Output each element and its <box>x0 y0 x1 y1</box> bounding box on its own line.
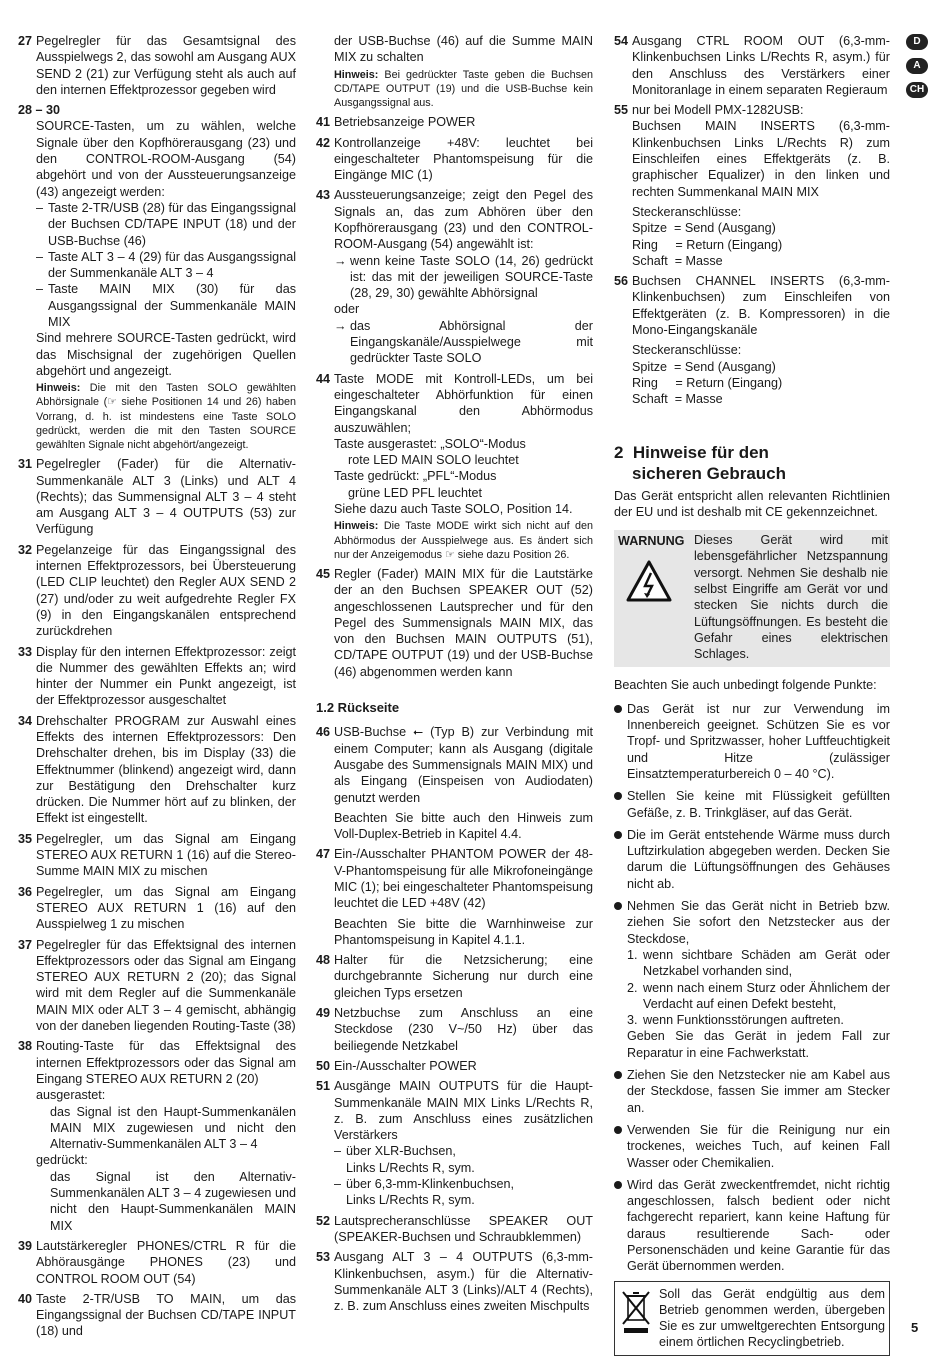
state-label: gedrückt: <box>36 1153 88 1168</box>
item-text: Kontrollanzeige +48V: leuchtet bei eingeschalteter Phantomspeisung für die Eingänge MIC (1) <box>334 135 593 183</box>
hinweis-note <box>36 381 296 452</box>
item-text: Sind mehrere SOURCE-Tasten gedrückt, wird das Mischsignal der zugehörigen Quellen abgehört und angezeigt. <box>36 331 296 378</box>
list-item: – Taste MAIN MIX (30) für das Ausgangssignal der Summenkanäle MAIN MIX <box>36 281 296 330</box>
hinweis-note <box>334 68 593 111</box>
item-text: Regler (Fader) MAIN MIX für die Lautstärke der an den Buchsen SPEAKER OUT (52) angeschlossenen Lautsprecher und für den Pegel des Summensignals MAIN MIX, das von den Buchsen MAIN OUTPUTS (51), CD/TAPE OUTPUT (19) und der USB-Buchse (46) abgenommen werden kann <box>334 566 593 679</box>
item-50 <box>316 1058 593 1074</box>
hinweis-label: Hinweis: <box>334 68 379 81</box>
item-text: Ausgang ALT 3 – 4 OUTPUTS (6,3-mm-Klinkenbuchsen, asym.) für die Alternativ-Summenkanäle ALT 3 (Links)/ALT 4 (Rechts), z. B. zum Anschluss eines zweiten Mischpults <box>334 1250 593 1314</box>
crossed-bin-icon <box>621 1290 651 1340</box>
item-51 <box>316 1078 593 1208</box>
item-39 <box>18 1238 296 1287</box>
item-text: Pegelanzeige für das Eingangssignal des internen Effektprozessors, bei Übersteuerung (LED CLIP leuchtet) den Regler AUX SEND 2 (27) und/oder zu weit aufgedrehte Regler FX (9) in den Eingangskanälen entsprechend zurückdrehen <box>36 542 296 639</box>
item-44 <box>316 371 593 562</box>
item-number: 55 <box>614 103 629 118</box>
item-53 <box>316 1249 593 1314</box>
item-number: 49 <box>316 1006 331 1021</box>
item-number: 42 <box>316 135 331 150</box>
item-number: 33 <box>18 644 33 659</box>
item-number: 54 <box>614 34 629 48</box>
item-text: Siehe dazu auch Taste SOLO, Position 14. <box>334 502 573 517</box>
item-text: Ausgänge MAIN OUTPUTS für die Haupt-Summenkanäle MAIN MIX Links L/Rechts R, z. B. zum Anschluss eines zusätzlichen Verstärkers <box>334 1079 593 1143</box>
item-text: Beachten Sie bitte die Warnhinweise zur Phantomspeisung in Kapitel 4.1.1. <box>334 916 593 947</box>
list-item: → wenn keine Taste SOLO (14, 26) gedrückt ist: das mit der jeweiligen SOURCE-Taste (28, 29, 30) gewählte Abhörsignal <box>334 253 593 302</box>
item-number: 39 <box>18 1238 33 1253</box>
item-40-continued <box>316 33 593 110</box>
item-text: Buchsen CHANNEL INSERTS (6,3-mm-Klinkenbuchsen) zum Einschleifen von Effektgeräten (z. B. Kompressoren) in die Mono-Eingangskanäle <box>632 274 890 338</box>
item-number: 34 <box>18 713 33 728</box>
item-54 <box>614 33 890 98</box>
item-number: 38 <box>18 1039 33 1054</box>
connector-line: Schaft = Masse <box>632 253 723 268</box>
item-27 <box>18 33 296 98</box>
safety-bullet: Das Gerät ist nur zur Verwendung im Innenbereich geeignet. Schützen Sie es vor Tropf- und Spritzwasser, hoher Luftfeuchtigkeit und Hitze (zulässiger Einsatztemperaturbereich 0 – 40 °C). <box>614 701 890 782</box>
item-28-30 <box>18 102 296 452</box>
item-text: der USB-Buchse (46) auf die Summe MAIN MIX zu schalten <box>334 34 593 65</box>
item-number: 41 <box>316 115 331 130</box>
hinweis-label: Hinweis: <box>334 520 379 533</box>
item-number: 27 <box>18 34 33 48</box>
item-36 <box>18 884 296 933</box>
list-item <box>334 1143 593 1176</box>
connector-line: Ring = Return (Eingang) <box>632 237 783 252</box>
item-32 <box>18 542 296 640</box>
item-number: 51 <box>316 1079 331 1094</box>
item-number: 28 – 30 <box>18 103 61 118</box>
hinweis-note <box>334 519 593 562</box>
item-number: 32 <box>18 542 33 557</box>
item-number: 35 <box>18 831 33 846</box>
item-41 <box>316 114 593 130</box>
intro-text: Beachten Sie auch unbedingt folgende Punkte: <box>614 677 877 692</box>
item-number: 52 <box>316 1213 331 1228</box>
item-42 <box>316 135 593 184</box>
section-title-line: sicheren Gebrauch <box>632 463 787 483</box>
item-35 <box>18 831 296 880</box>
section-title-line: 2 Hinweise für den <box>614 442 769 462</box>
item-text: Lautstärkeregler PHONES/CTRL R für die Abhörausgänge PHONES (23) und CONTROL ROOM OUT (54) <box>36 1238 296 1286</box>
list-item: → das Abhörsignal der Eingangskanäle/Ausspielwege mit gedrückter Taste SOLO <box>334 318 593 367</box>
column-2 <box>316 33 593 1318</box>
connector-line: Schaft = Masse <box>632 392 723 407</box>
numbered-item-text: wenn nach einem Sturz oder Ähnlichem der Verdacht auf einen Defekt besteht, <box>643 980 890 1011</box>
item-38 <box>18 1038 296 1234</box>
item-49 <box>316 1005 593 1054</box>
high-voltage-icon <box>626 560 672 606</box>
item-52 <box>316 1213 593 1246</box>
warning-label: WARNUNG <box>618 534 685 549</box>
item-text: Taste MODE mit Kontroll-LEDs, um bei eingeschalteter Abhörfunktion für einen Eingangskanal den Abhörmodus auszuwählen; <box>334 371 593 435</box>
list-item-text: über 6,3-mm-Klinkenbuchsen, <box>346 1177 514 1192</box>
safety-bullet: Ziehen Sie den Netzstecker nie am Kabel aus der Steckdose, fassen Sie immer am Stecker an. <box>614 1067 890 1116</box>
lang-tab-d: D <box>906 34 928 50</box>
item-number: 31 <box>18 457 33 472</box>
item-45 <box>316 566 593 680</box>
item-text: Routing-Taste für das Effektsignal des internen Effektprozessors oder das Signal am Eingang STEREO AUX RETURN 2 (20) <box>36 1039 296 1086</box>
item-text: Pegelregler für das Effektsignal des internen Effektprozessors oder das Signal am Eingang STEREO AUX RETURN 2 (20); das Signal wird mit dem Regler auf die Summenkanäle MAIN MIX oder ALT 3 – 4 gemischt, abhängig von der daneben liegenden Routing-Taste (38) <box>36 937 296 1034</box>
item-number: 47 <box>316 847 331 862</box>
item-number: 40 <box>18 1291 33 1306</box>
item-48 <box>316 952 593 1001</box>
item-number: 43 <box>316 188 331 203</box>
item-text: Aussteuerungsanzeige; zeigt den Pegel des Signals an, das zum Abhören über den Kopfhörerausgang (23) und den CONTROL-ROOM-Ausgang (54) angewählt ist: <box>334 188 593 252</box>
numbered-item-text: wenn sichtbare Schäden am Gerät oder Netzkabel vorhanden sind, <box>643 947 890 979</box>
connector-line: Ring = Return (Eingang) <box>632 375 783 390</box>
item-text: Ausgang CTRL ROOM OUT (6,3-mm-Klinkenbuchsen Links L/Rechts R, asym.) für den Anschluss des Verstärkers einer Monitoranlage in einem separaten Regieraum <box>632 34 890 97</box>
item-number: 46 <box>316 725 331 740</box>
item-text: nur bei Modell PMX-1282USB: <box>632 103 804 118</box>
item-text: Ein-/Ausschalter POWER <box>334 1058 477 1073</box>
item-47 <box>316 846 593 948</box>
state-label: ausgerastet: <box>36 1088 106 1103</box>
item-43 <box>316 187 593 366</box>
item-number: 45 <box>316 566 331 581</box>
lang-tab-ch: CH <box>906 82 928 98</box>
hinweis-text: Die Taste MODE wirkt sich nicht auf den Abhörmodus der Ausspielwege aus. Es ändert sich nur der Anzeigemodus ☞ siehe dazu Position 26. <box>334 520 594 561</box>
item-text: Pegelregler (Fader) für die Alternativ-Summenkanäle ALT 3 (Links) und ALT 4 (Rechts); das Summensignal ALT 3 – 4 steht am Ausgang ALT 3 – 4 OUTPUTS (53) zur Verfügung <box>36 457 296 537</box>
item-text: Ein-/Ausschalter PHANTOM POWER der 48-V-Phantomspeisung für alle Mikrofoneingänge MIC (1); bei eingeschalteter Phantomspeisung leuchtet die LED +48V (42) <box>334 847 594 911</box>
connector-heading: Steckeranschlüsse: <box>632 343 742 358</box>
warning-text: Dieses Gerät wird mit lebensgefährlicher Netzspannung versorgt. Nehmen Sie deshalb nie selbst Eingriffe am Gerät vor und stecken Sie nichts durch die Lüftungsöffnungen. Es besteht die Gefahr eines elektrischen Schlages. <box>694 533 888 662</box>
item-46 <box>316 724 593 842</box>
numbered-item: 2. wenn nach einem Sturz oder Ähnlichem der Verdacht auf einen Defekt besteht, <box>627 980 890 1011</box>
item-number: 37 <box>18 937 33 952</box>
recycling-text: Soll das Gerät endgültig aus dem Betrieb genommen werden, übergeben Sie es zur umweltgerechten Entsorgung einem örtlichen Recyclingbetrieb. <box>659 1286 885 1350</box>
item-33 <box>18 644 296 709</box>
item-text: Taste 2-TR/USB TO MAIN, um das Eingangssignal der Buchsen CD/TAPE INPUT (18) und <box>36 1291 296 1339</box>
hinweis-text: Die mit den Tasten SOLO gewählten Abhörsignale (☞ siehe Positionen 14 und 26) haben Vorrang, d. h. ist mindestens eine Taste SOLO gedrückt, werden die mit den Tasten SOURCE gewählten Signale nicht abgehört/angezeigt. <box>36 382 296 452</box>
item-text: Drehschalter PROGRAM zur Auswahl eines Effekts des internen Effektprozessors: Den Drehschalter drehen, bis im Display (33) die Effektnummer (blinkend) angezeigt wird, dann zur Bestätigung den Drehschalter kurz drücken. Die Nummer hört auf zu blinken, der Effekt ist eingestellt. <box>36 713 296 826</box>
item-34 <box>18 713 296 827</box>
item-31 <box>18 456 296 537</box>
safety-bullet: Verwenden Sie für die Reinigung nur ein trockenes, weiches Tuch, auf keinen Fall Wasser oder Chemikalien. <box>614 1122 890 1171</box>
item-37 <box>18 937 296 1035</box>
item-40 <box>18 1291 296 1340</box>
list-item: – Taste ALT 3 – 4 (29) für das Ausgangssignal der Summenkanäle ALT 3 – 4 <box>36 249 296 282</box>
numbered-item: 1. wenn sichtbare Schäden am Gerät oder Netzkabel vorhanden sind, <box>627 947 890 979</box>
list-item: – Taste 2-TR/USB (28) für das Eingangssignal der Buchsen CD/TAPE INPUT (18) und der USB-Buchse (46) <box>36 200 296 249</box>
safety-bullet: Stellen Sie keine mit Flüssigkeit gefüllten Gefäße, z. B. Trinkgläser, auf das Gerät. <box>614 788 890 821</box>
list-item-text: Links L/Rechts R, sym. <box>346 1160 475 1175</box>
connector-line: Spitze = Send (Ausgang) <box>632 359 776 374</box>
item-text: Pegelregler für das Gesamtsignal des Ausspielwegs 2, das sowohl am Ausgang AUX SEND 2 (21) zur Verfügung steht als auch auf den internen Effektprozessor gegeben wird <box>36 34 296 97</box>
connector-line: Spitze = Send (Ausgang) <box>632 221 776 236</box>
item-number: 48 <box>316 953 331 968</box>
item-56 <box>614 273 890 407</box>
connector-heading: Steckeranschlüsse: <box>632 204 742 219</box>
mode-text: grüne LED PFL leuchtet <box>348 485 482 500</box>
item-text: Lautsprecheranschlüsse SPEAKER OUT (SPEAKER-Buchsen und Schraubklemmen) <box>334 1213 593 1244</box>
item-text: Netzbuchse zum Anschluss an eine Steckdose (230 V~/50 Hz) über das beiliegende Netzkabel <box>334 1006 593 1053</box>
safety-bullet: Die im Gerät entstehende Wärme muss durch Luftzirkulation abgegeben werden. Decken Sie darum die Lüftungsöffnungen des Gehäuses nicht ab. <box>614 827 890 892</box>
numbered-item: 3. wenn Funktionsstörungen auftreten. <box>627 1013 844 1028</box>
item-number: 36 <box>18 884 33 899</box>
bullet-text: Geben Sie das Gerät in jedem Fall zur Reparatur in eine Fachwerkstatt. <box>627 1029 890 1060</box>
safety-bullet: Wird das Gerät zweckentfremdet, nicht richtig angeschlossen, falsch bedient oder nicht fachgerecht repariert, kann keine Haftung für daraus resultierende Sach- oder Personenschäden und keine Garantie für das Gerät übernommen werden. <box>614 1177 890 1275</box>
item-text: Betriebsanzeige POWER <box>334 115 476 130</box>
mode-label: Taste ausgerastet: „SOLO“-Modus <box>334 436 526 451</box>
item-text: Pegelregler, um das Signal am Eingang STEREO AUX RETURN 1 (16) auf den Ausspielweg 1 zu mischen <box>36 884 296 932</box>
lang-tab-a: A <box>906 58 928 74</box>
warning-box <box>614 530 890 666</box>
item-number: 44 <box>316 371 331 386</box>
numbered-item-text: wenn Funktionsstörungen auftreten. <box>643 1013 844 1028</box>
item-text: Display für den internen Effektprozessor: zeigt die Nummer des gewählten Effekts an; wird hinter der Nummer ein Punkt angezeigt, ist der Effektprozessor ausgeschaltet <box>36 644 296 708</box>
state-text: das Signal ist den Alternativ-Summenkanälen ALT 3 – 4 zugewiesen und nicht den Haupt-Summenkanälen MAIN MIX <box>50 1169 296 1233</box>
page-number: 5 <box>911 1320 919 1335</box>
item-55 <box>614 102 890 269</box>
safety-bullet <box>614 898 890 1061</box>
item-text: USB-Buchse ⭠ (Typ B) zur Verbindung mit einem Computer; kann als Ausgang (digitale Ausgabe des Summensignals MAIN MIX) und als Eingang (Einspeisen von Audiodaten) genutzt werden <box>334 725 593 805</box>
item-text: Halter für die Netzsicherung; eine durchgebrannte Sicherung nur durch eine gleichen Typs ersetzen <box>334 953 593 1000</box>
item-text: Beachten Sie bitte auch den Hinweis zum Voll-Duplex-Betrieb in Kapitel 4.4. <box>334 810 593 842</box>
state-text: das Signal ist den Haupt-Summenkanälen MAIN MIX zugewiesen und nicht den Alternativ-Summenkanälen ALT 3 – 4 <box>50 1104 296 1152</box>
bullet-text: Nehmen Sie das Gerät nicht in Betrieb bzw. ziehen Sie sofort den Netzstecker aus der Steckdose, <box>627 899 890 946</box>
list-item-text: Links L/Rechts R, sym. <box>346 1193 475 1208</box>
item-number: 53 <box>316 1250 331 1265</box>
column-1 <box>18 33 296 1344</box>
hinweis-text: Bei gedrückter Taste geben die Buchsen CD/TAPE OUTPUT (19) und die USB-Buchse kein Ausgangssignal aus. <box>334 68 593 109</box>
column-3 <box>614 33 890 1356</box>
ce-statement: Das Gerät entspricht allen relevanten Richtlinien der EU und ist deshalb mit CE gekennzeichnet. <box>614 488 890 519</box>
list-item <box>334 1176 593 1209</box>
item-number: 56 <box>614 274 629 289</box>
recycling-box <box>614 1281 890 1356</box>
section-title <box>614 442 890 484</box>
item-text: Buchsen MAIN INSERTS (6,3-mm-Klinkenbuchsen Links L/Rechts R) zum Einschleifen eines Effektgeräts (z. B. graphischer Equalizer) in den linken und rechten Summenkanal MAIN MIX <box>632 119 890 199</box>
item-text: SOURCE-Tasten, um zu wählen, welche Signale über den Kopfhörerausgang (23) und den CONTROL-ROOM-Ausgang (54) abgehört und von der Aussteuerungsanzeige (43) angezeigt werden: <box>36 119 296 199</box>
item-text: oder <box>334 302 360 317</box>
list-item-text: über XLR-Buchsen, <box>346 1144 456 1159</box>
mode-text: rote LED MAIN SOLO leuchtet <box>348 453 519 468</box>
item-number: 50 <box>316 1058 331 1073</box>
mode-label: Taste gedrückt: „PFL“-Modus <box>334 469 497 484</box>
section-heading: 1.2 Rückseite <box>316 700 400 716</box>
hinweis-label: Hinweis: <box>36 382 81 395</box>
item-text: Pegelregler, um das Signal am Eingang STEREO AUX RETURN 1 (16) auf die Stereo-Summe MAIN MIX zu mischen <box>36 831 296 879</box>
